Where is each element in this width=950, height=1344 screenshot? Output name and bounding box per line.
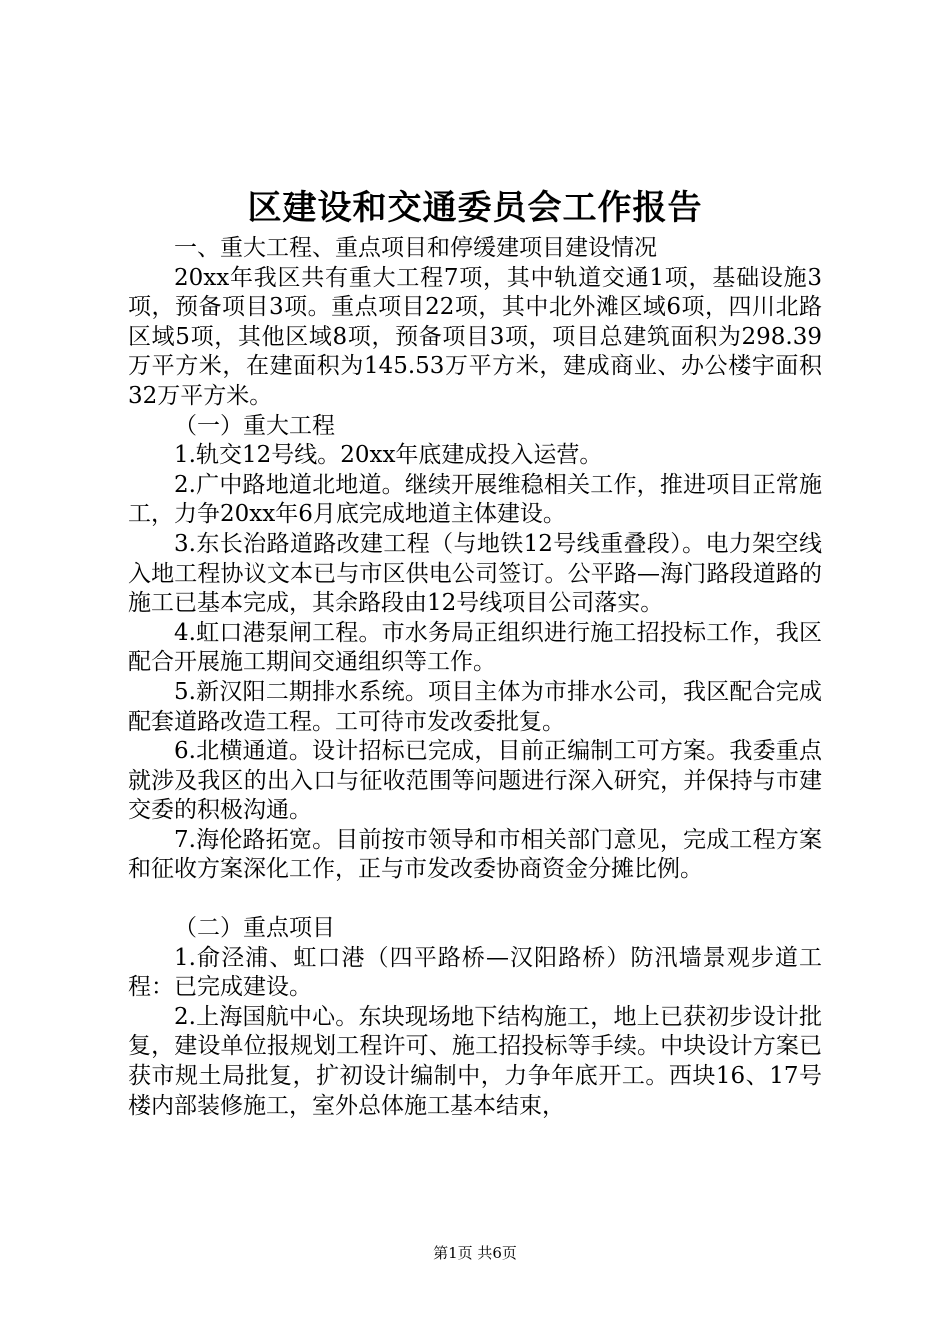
list-item: 6.北横通道。设计招标已完成，目前正编制工可方案。我委重点就涉及我区的出入口与征收范围等问题进行深入研究，并保持与市建交委的积极沟通。	[128, 738, 822, 824]
list-item: 1.轨交12号线。20xx年底建成投入运营。	[174, 442, 603, 469]
subsection-heading: （二）重点项目	[174, 915, 335, 942]
list-item: 5.新汉阳二期排水系统。项目主体为市排水公司，我区配合完成配套道路改造工程。工可待市发改委批复。	[128, 678, 822, 735]
body-paragraph: 20xx年我区共有重大工程7项，其中轨道交通1项，基础设施3项，预备项目3项。重点项目22项，其中北外滩区域6项，四川北路区域5项，其他区域8项，预备项目3项，项目总建筑面积为298.39万平方米，在建面积为145.53万平方米，建成商业、办公楼宇面积32万平方米。	[128, 264, 822, 409]
page-footer: 第1页 共6页	[433, 1244, 517, 1262]
section-heading: 一、重大工程、重点项目和停缓建项目建设情况	[174, 235, 657, 261]
list-item: 4.虹口港泵闸工程。市水务局正组织进行施工招投标工作，我区配合开展施工期间交通组织等工作。	[128, 619, 822, 676]
list-item: 3.东长治路道路改建工程（与地铁12号线重叠段）。电力架空线入地工程协议文本已与市区供电公司签订。公平路—海门路段道路的施工已基本完成，其余路段由12号线项目公司落实。	[128, 530, 822, 617]
document-title: 区建设和交通委员会工作报告	[247, 188, 703, 228]
list-item: 2.上海国航中心。东块现场地下结构施工，地上已获初步设计批复，建设单位报规划工程许可、施工招投标等手续。中块设计方案已获市规土局批复，扩初设计编制中，力争年底开工。西块16、17号楼内部装修施工，室外总体施工基本结束，	[128, 1003, 822, 1119]
list-item: 7.海伦路拓宽。目前按市领导和市相关部门意见，完成工程方案和征收方案深化工作，正与市发改委协商资金分摊比例。	[128, 826, 822, 883]
list-item: 1.俞泾浦、虹口港（四平路桥—汉阳路桥）防汛墙景观步道工程：已完成建设。	[128, 944, 822, 1001]
subsection-heading: （一）重大工程	[174, 412, 335, 439]
list-item: 2.广中路地道北地道。继续开展维稳相关工作，推进项目正常施工，力争20xx年6月底完成地道主体建设。	[128, 471, 822, 528]
document-body	[128, 234, 822, 1121]
